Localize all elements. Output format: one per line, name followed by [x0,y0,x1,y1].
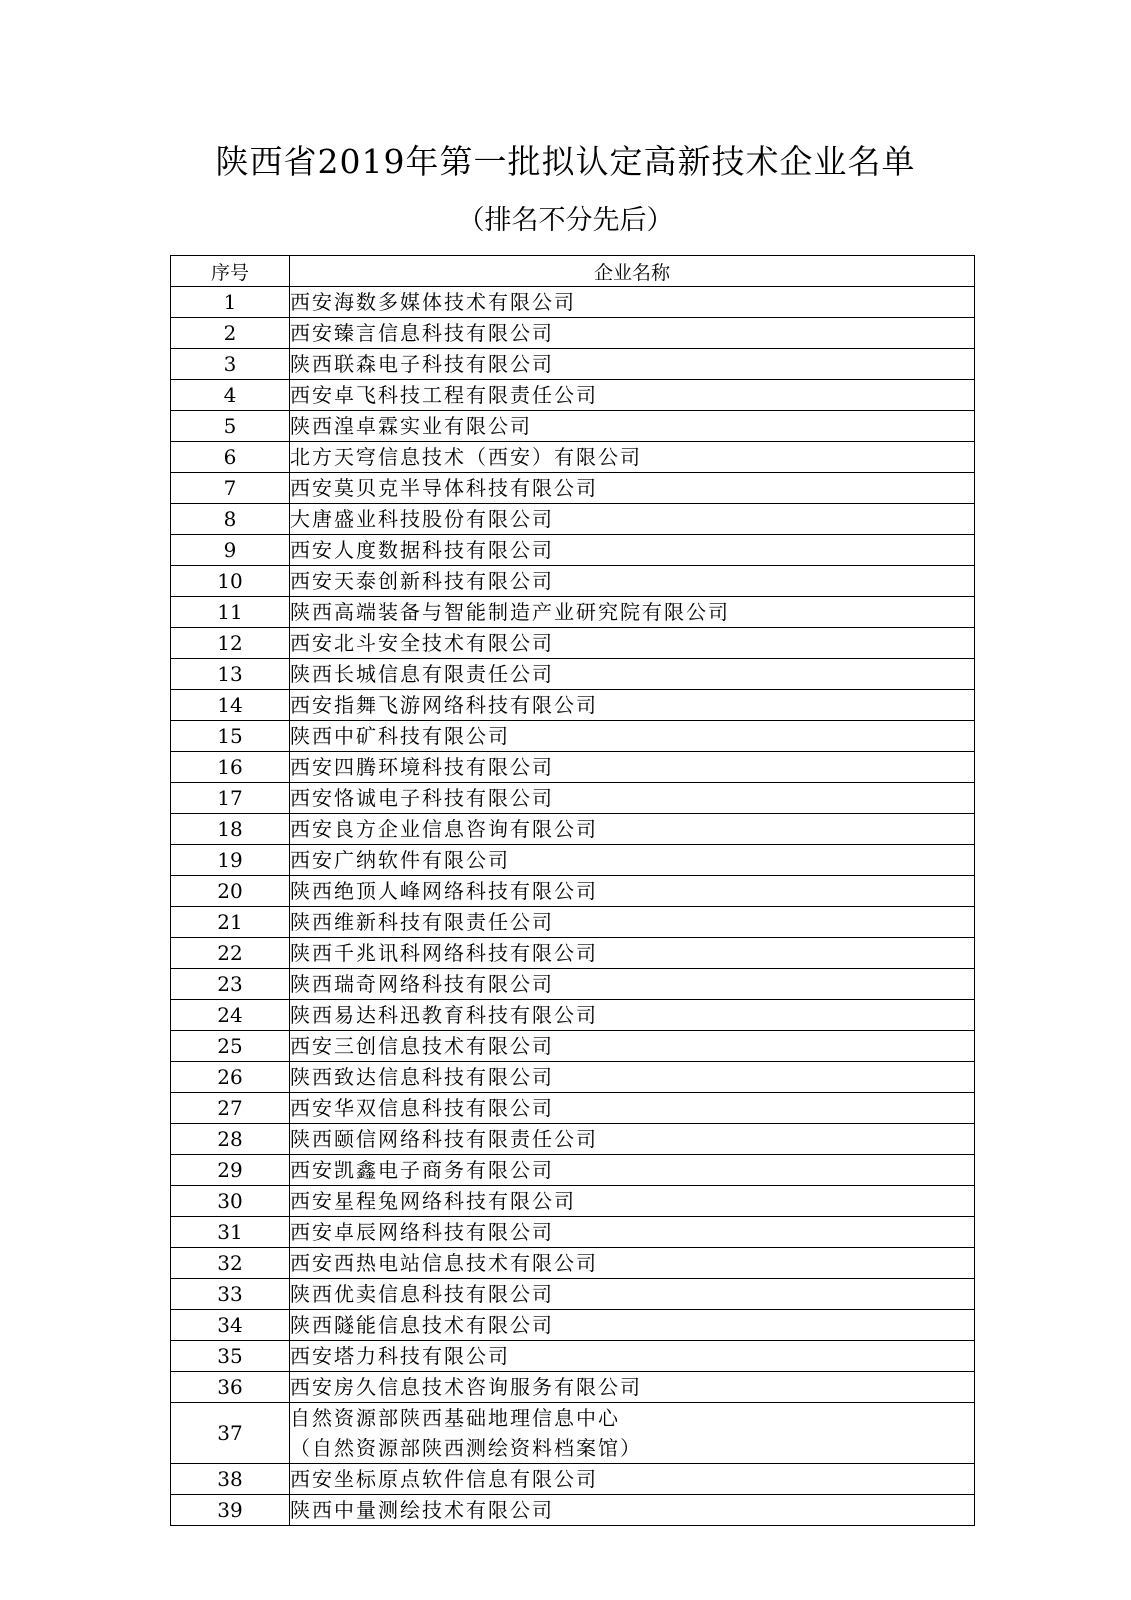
row-index: 25 [171,1031,290,1062]
row-company-name [290,1403,975,1464]
row-company-name: 陕西绝顶人峰网络科技有限公司 [290,876,975,907]
table-row [171,380,975,411]
page-subtitle: （排名不分先后） [457,205,674,236]
table-row [171,690,975,721]
row-index: 34 [171,1310,290,1341]
table-row [171,287,975,318]
table-row [171,473,975,504]
table-row [171,597,975,628]
row-company-name: 西安四腾环境科技有限公司 [290,752,975,783]
row-company-name: 陕西致达信息科技有限公司 [290,1062,975,1093]
table-row [171,752,975,783]
table-row [171,814,975,845]
table-row [171,411,975,442]
row-company-name: 大唐盛业科技股份有限公司 [290,504,975,535]
row-company-name: 陕西联森电子科技有限公司 [290,349,975,380]
row-company-name: 西安恪诚电子科技有限公司 [290,783,975,814]
table-row [171,566,975,597]
company-name-line: （自然资源部陕西测绘资料档案馆） [290,1436,642,1460]
row-index: 4 [171,380,290,411]
table-row [171,535,975,566]
row-company-name: 西安坐标原点软件信息有限公司 [290,1464,975,1495]
row-company-name: 西安人度数据科技有限公司 [290,535,975,566]
row-index: 33 [171,1279,290,1310]
table-row [171,659,975,690]
row-index: 10 [171,566,290,597]
row-index: 36 [171,1372,290,1403]
table-row [171,907,975,938]
row-index: 6 [171,442,290,473]
row-company-name: 陕西瑞奇网络科技有限公司 [290,969,975,1000]
row-index: 9 [171,535,290,566]
row-index: 2 [171,318,290,349]
table-row [171,1093,975,1124]
row-company-name: 西安西热电站信息技术有限公司 [290,1248,975,1279]
table-row [171,876,975,907]
row-company-name: 陕西湟卓霖实业有限公司 [290,411,975,442]
row-index: 24 [171,1000,290,1031]
table-row [171,349,975,380]
row-index: 13 [171,659,290,690]
row-index: 14 [171,690,290,721]
table-row [171,938,975,969]
row-index: 19 [171,845,290,876]
table-row [171,783,975,814]
row-company-name: 陕西千兆讯科网络科技有限公司 [290,938,975,969]
row-company-name: 陕西维新科技有限责任公司 [290,907,975,938]
row-index: 8 [171,504,290,535]
row-company-name: 陕西中矿科技有限公司 [290,721,975,752]
table-header-row [171,256,975,287]
row-company-name: 西安天泰创新科技有限公司 [290,566,975,597]
row-index: 37 [171,1403,290,1464]
row-index: 16 [171,752,290,783]
row-company-name: 西安臻言信息科技有限公司 [290,318,975,349]
row-company-name: 陕西中量测绘技术有限公司 [290,1495,975,1526]
table-row [171,318,975,349]
table-row [171,1341,975,1372]
row-index: 21 [171,907,290,938]
table-row [171,1186,975,1217]
row-company-name: 西安良方企业信息咨询有限公司 [290,814,975,845]
header-index: 序号 [171,256,290,287]
table-row [171,1062,975,1093]
row-index: 3 [171,349,290,380]
table-body [171,287,975,1526]
row-index: 26 [171,1062,290,1093]
row-company-name: 西安凯鑫电子商务有限公司 [290,1155,975,1186]
row-index: 32 [171,1248,290,1279]
row-company-name: 陕西隧能信息技术有限公司 [290,1310,975,1341]
row-index: 39 [171,1495,290,1526]
row-index: 5 [171,411,290,442]
row-index: 15 [171,721,290,752]
row-index: 11 [171,597,290,628]
table-row [171,1031,975,1062]
table-row [171,1279,975,1310]
table-row [171,442,975,473]
row-index: 1 [171,287,290,318]
table-row [171,628,975,659]
row-company-name: 西安星程兔网络科技有限公司 [290,1186,975,1217]
row-index: 22 [171,938,290,969]
row-company-name: 陕西长城信息有限责任公司 [290,659,975,690]
row-index: 31 [171,1217,290,1248]
row-index: 23 [171,969,290,1000]
row-company-name: 陕西高端装备与智能制造产业研究院有限公司 [290,597,975,628]
row-company-name: 陕西优卖信息科技有限公司 [290,1279,975,1310]
row-company-name: 北方天穹信息技术（西安）有限公司 [290,442,975,473]
page-title: 陕西省2019年第一批拟认定高新技术企业名单 [215,142,916,181]
table-row [171,1217,975,1248]
company-table [170,255,975,1526]
table-row [171,845,975,876]
row-company-name: 西安指舞飞游网络科技有限公司 [290,690,975,721]
row-index: 30 [171,1186,290,1217]
table-row [171,1248,975,1279]
row-index: 18 [171,814,290,845]
table-row [171,969,975,1000]
row-company-name: 西安卓辰网络科技有限公司 [290,1217,975,1248]
table-row [171,1464,975,1495]
row-company-name: 西安房久信息技术咨询服务有限公司 [290,1372,975,1403]
table-row [171,1124,975,1155]
row-company-name: 西安卓飞科技工程有限责任公司 [290,380,975,411]
row-index: 12 [171,628,290,659]
table-row [171,721,975,752]
table-row [171,504,975,535]
table-row [171,1403,975,1464]
row-company-name: 西安三创信息技术有限公司 [290,1031,975,1062]
header-company-name: 企业名称 [290,256,975,287]
row-index: 35 [171,1341,290,1372]
row-company-name: 陕西颐信网络科技有限责任公司 [290,1124,975,1155]
row-index: 20 [171,876,290,907]
row-company-name: 西安莫贝克半导体科技有限公司 [290,473,975,504]
row-company-name: 西安广纳软件有限公司 [290,845,975,876]
row-index: 38 [171,1464,290,1495]
table-row [171,1310,975,1341]
row-company-name: 陕西易达科迅教育科技有限公司 [290,1000,975,1031]
row-index: 27 [171,1093,290,1124]
row-index: 29 [171,1155,290,1186]
company-name-line: 自然资源部陕西基础地理信息中心 [290,1406,620,1430]
table-row [171,1000,975,1031]
row-company-name: 西安海数多媒体技术有限公司 [290,287,975,318]
row-index: 17 [171,783,290,814]
row-company-name: 西安华双信息科技有限公司 [290,1093,975,1124]
table-row [171,1155,975,1186]
row-index: 7 [171,473,290,504]
row-company-name: 西安塔力科技有限公司 [290,1341,975,1372]
table-row [171,1495,975,1526]
row-company-name: 西安北斗安全技术有限公司 [290,628,975,659]
row-index: 28 [171,1124,290,1155]
table-row [171,1372,975,1403]
